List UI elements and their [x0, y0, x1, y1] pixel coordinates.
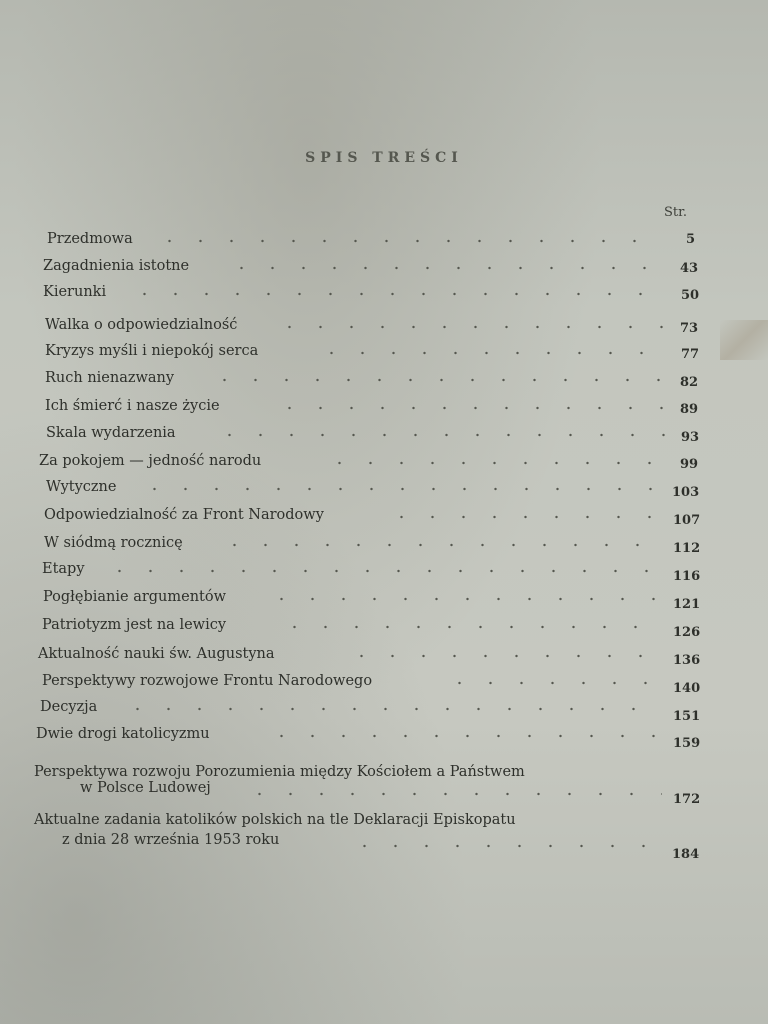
toc-entry-title: Decyzja [40, 699, 98, 715]
leader-dots [100, 566, 660, 576]
toc-entry-title: Za pokojem — jedność narodu [39, 453, 262, 469]
leader-dots [320, 458, 665, 468]
toc-entry-title: Odpowiedzialność za Front Narodowy [44, 507, 324, 523]
leader-dots [222, 263, 662, 273]
leader-dots [342, 651, 660, 661]
leader-dots [210, 430, 665, 440]
leader-dots [382, 512, 662, 522]
leader-dots [205, 375, 665, 385]
toc-entry-title-continued: w Polsce Ludowej [80, 780, 211, 796]
leader-dots [215, 540, 660, 550]
leader-dots [440, 678, 662, 688]
leader-dots [240, 789, 662, 799]
toc-entry-title: W siódmą rocznicę [44, 535, 183, 551]
toc-entry-title: Przedmowa [47, 231, 133, 247]
toc-entry-title: Skala wydarzenia [46, 425, 176, 441]
toc-entry-title: Aktualne zadania katolików polskich na tle Deklaracji Episkopatu [34, 812, 516, 828]
toc-entry-title: Ruch nienazwany [45, 370, 175, 386]
page-column-label: Str. [664, 205, 688, 220]
toc-entry-title: Perspektywy rozwojowe Frontu Narodowego [42, 673, 373, 689]
leader-dots [135, 484, 660, 494]
leader-dots [270, 403, 665, 413]
toc-entry-title: Walka o odpowiedzialność [45, 317, 238, 333]
leader-dots [275, 622, 660, 632]
leader-dots [125, 289, 665, 299]
toc-entry-title: Patriotyzm jest na lewicy [42, 617, 227, 633]
book-page: SPIS TREŚCI Str. Przedmowa 5 Zagadnienia istotne 43 Kierunki 50 Walka o odpowiedzialność 73 Kryzys myśli i niepokój serca 77 Ruch nienazwany 82 Ich śmierć i nasze życie 89 Skala wydarzenia 93 Za pokojem — jedność narodu 99 Wytyczne 103 Odpowiedzialność za Front Narodowy 107 W siódmą rocznicę 112 Etapy 116 Pogłębianie argumentów 121 Patriotyzm jest na lewicy 126 Aktualność nauki św. Augustyna 136 Perspektywy rozwojowe Frontu Narodowego 140 Decyzja 151 Dwie drogi katolicyzmu 159 Perspektywa rozwoju Porozumienia między Kościołem a Państwem w Polsce Ludowej 172 Aktualne zadania katolików polskich na tle Deklaracji Episkopatu z dnia 28 września 1953 roku 184 [0, 0, 768, 1024]
leader-dots [262, 594, 660, 604]
toc-entry-title: Aktualność nauki św. Augustyna [38, 646, 275, 662]
toc-entry-title: Zagadnienia istotne [43, 258, 190, 274]
toc-entry-title: Wytyczne [46, 479, 117, 495]
leader-dots [270, 322, 665, 332]
page-wear-mark [720, 320, 768, 360]
leader-dots [345, 841, 663, 851]
toc-entry-title: Etapy [42, 561, 85, 577]
toc-heading: SPIS TREŚCI [305, 150, 463, 166]
leader-dots [118, 704, 662, 714]
leader-dots [150, 236, 660, 246]
toc-entry-title: Ich śmierć i nasze życie [45, 398, 220, 414]
toc-entry-title: Kryzys myśli i niepokój serca [45, 343, 259, 359]
leader-dots [312, 348, 664, 358]
toc-entry-title-continued: z dnia 28 września 1953 roku [62, 832, 280, 848]
toc-entry-title: Kierunki [43, 284, 107, 300]
toc-entry-title: Pogłębianie argumentów [43, 589, 227, 605]
leader-dots [262, 731, 662, 741]
toc-entry-title: Dwie drogi katolicyzmu [36, 726, 210, 742]
toc-entry-title: Perspektywa rozwoju Porozumienia między Kościołem a Państwem [34, 764, 525, 780]
